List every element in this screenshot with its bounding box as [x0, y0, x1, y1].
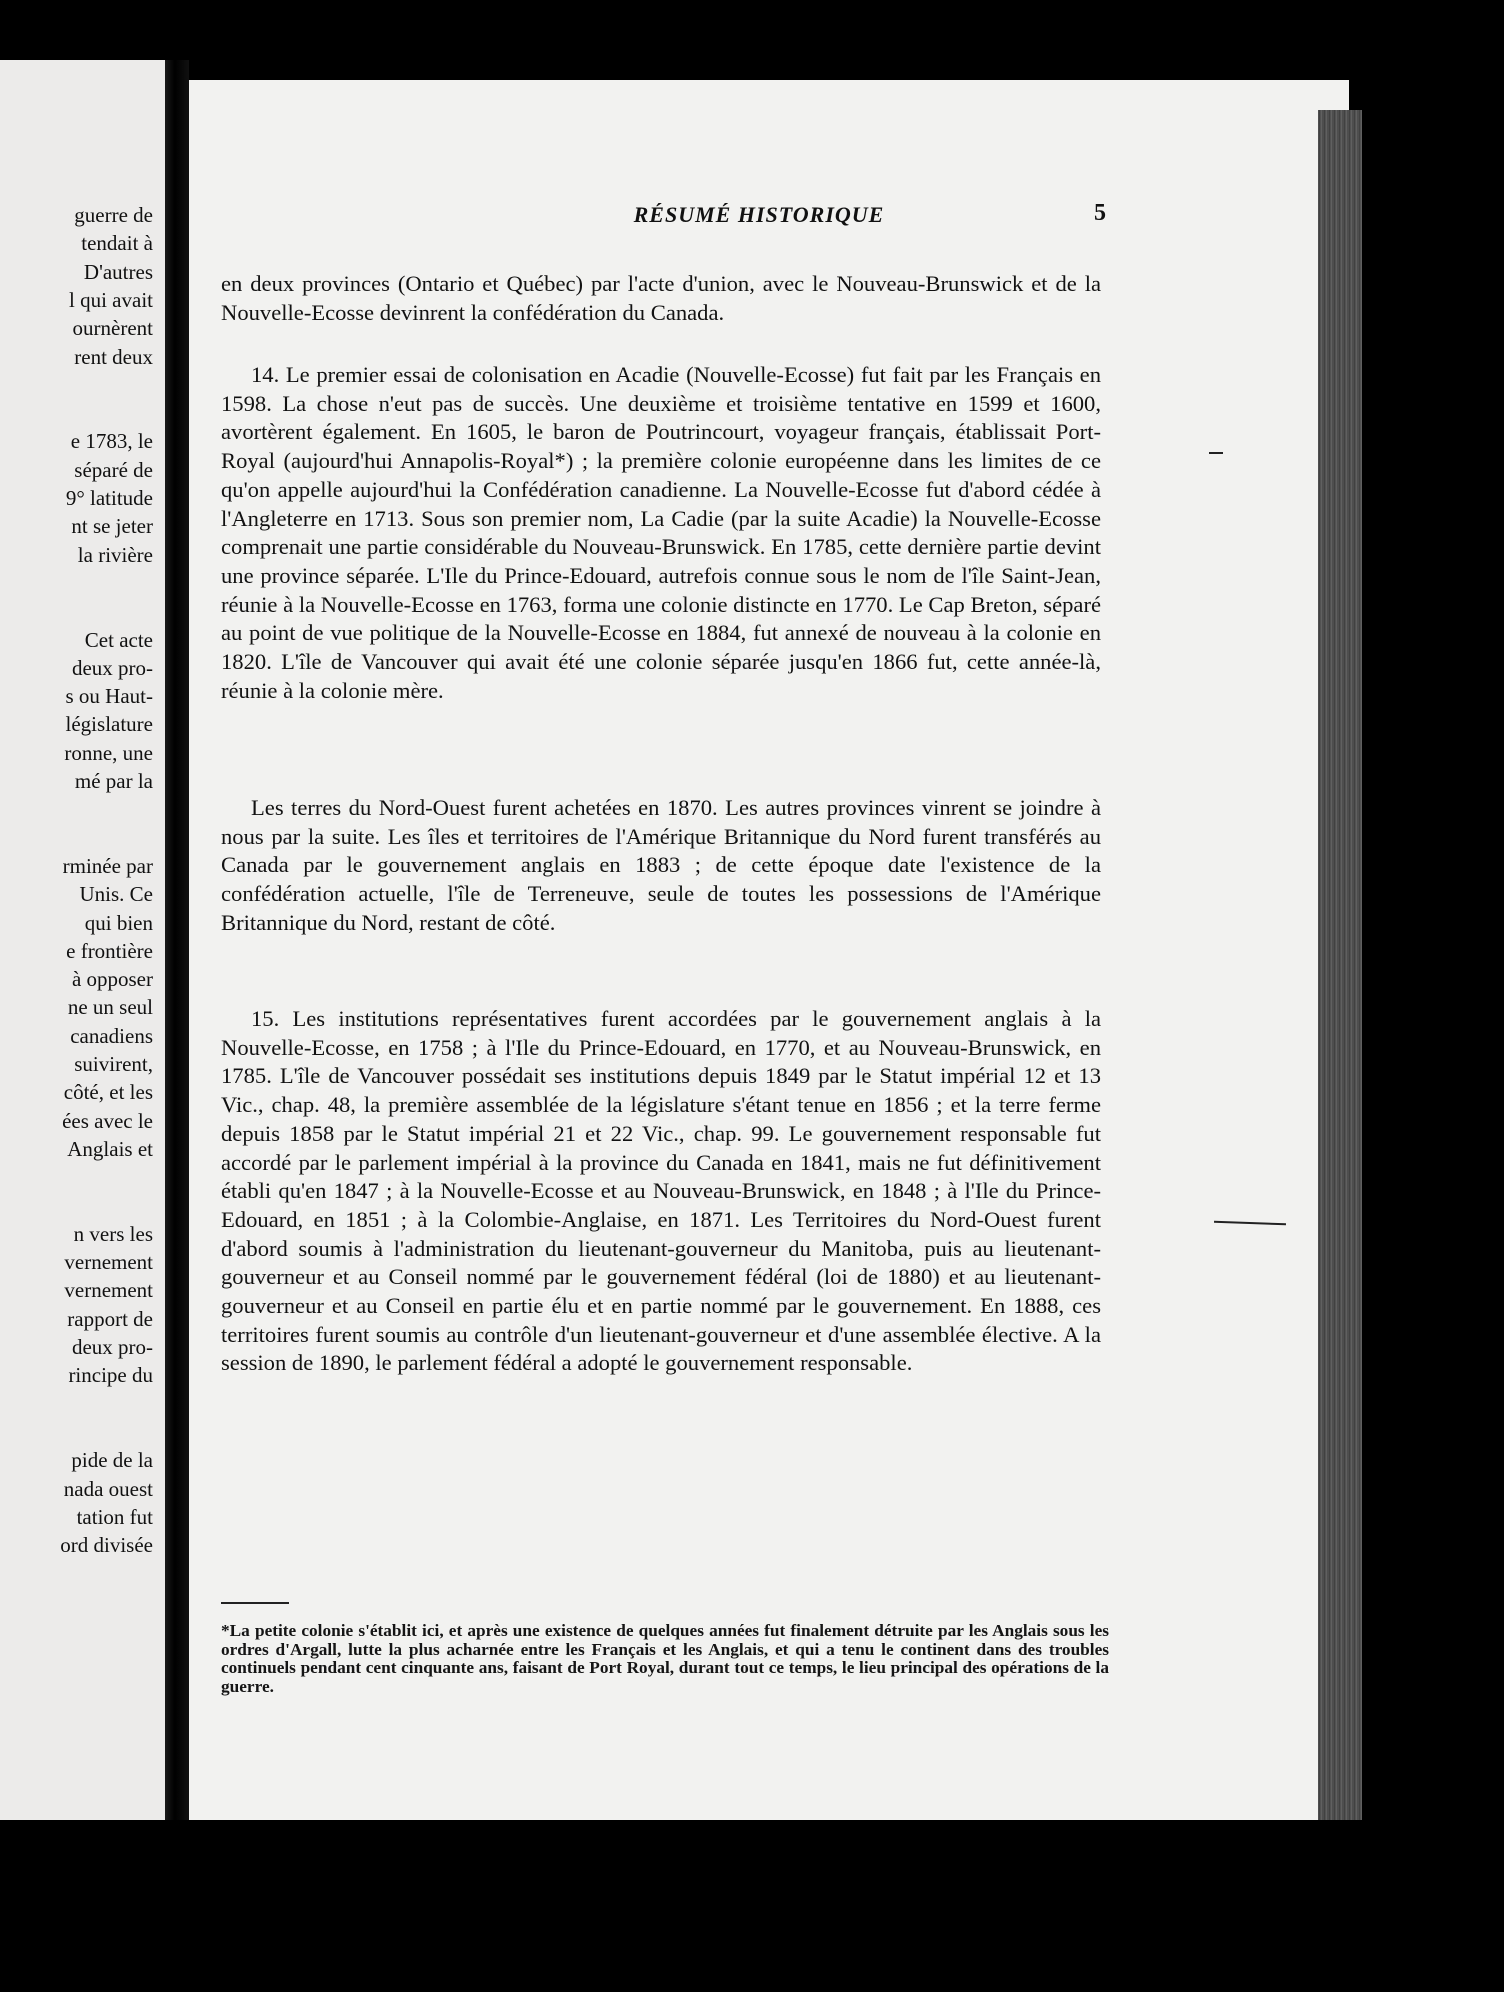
- left-page-line: rent deux: [74, 344, 153, 369]
- left-page-line: séparé de: [74, 457, 153, 482]
- left-page-line: vernement: [64, 1278, 153, 1303]
- left-page-fragment: [0, 60, 165, 1820]
- paragraph-15: 15. Les institutions représentatives furent accordées par le gouvernement anglais à la Nouvelle-Ecosse, en 1758 ; à l'Ile du Prince-Edouard, en 1770, et au Nouveau-Brunswick, en 1785. L'île de Vancouver possédait ses institutions depuis 1849 par le Statut impérial 12 et 13 Vic., chap. 48, la première assemblée de la législature s'étant tenue en 1856 ; et la terre ferme depuis 1858 par le Statut impérial 21 et 22 Vic., chap. 99. Le gouvernement responsable fut accordé par le parlement impérial à la province du Canada en 1841, mais ne fut définitivement établi qu'en 1847 ; à la Nouvelle-Ecosse et au Nouveau-Brunswick, en 1848 ; à l'Ile du Prince-Edouard, en 1851 ; à la Colombie-Anglaise, en 1871. Les Territoires du Nord-Ouest furent d'abord soumis à l'administration du lieutenant-gouverneur du Manitoba, puis au lieutenant-gouverneur et au Conseil nommé par le gouvernement fédéral (loi de 1880) et au lieutenant-gouverneur et au Conseil en partie élu et en partie nommé par le gouvernement. En 1888, ces territoires furent soumis au contrôle d'un lieutenant-gouverneur et d'une assemblée élective. A la session de 1890, le parlement fédéral a adopté le gouvernement responsable.: [221, 1006, 1101, 1376]
- paragraph-14: 14. Le premier essai de colonisation en Acadie (Nouvelle-Ecosse) fut fait par les Français en 1598. La chose n'eut pas de succès. Une deuxième et troisième tentative en 1599 et 1600, avortèrent également. En 1605, le baron de Poutrincourt, voyageur français, établissait Port-Royal (aujourd'hui Annapolis-Royal*) ; la première colonie européenne dans les limites de ce qu'on appelle aujourd'hui la Confédération canadienne. La Nouvelle-Ecosse fut d'abord cédée à l'Angleterre en 1713. Sous son premier nom, La Cadie (par la suite Acadie) la Nouvelle-Ecosse comprenait une partie considérable du Nouveau-Brunswick. En 1785, cette dernière partie devint une province séparée. L'Ile du Prince-Edouard, autrefois connue sous le nom de l'île Saint-Jean, réunie à la Nouvelle-Ecosse en 1763, forma une colonie distincte en 1770. Le Cap Breton, séparé au point de vue politique de la Nouvelle-Ecosse en 1884, fut annexé de nouveau à la colonie en 1820. L'île de Vancouver qui avait été une colonie séparée jusqu'en 1866 fut, cette année-là, réunie à la colonie mère.: [221, 362, 1101, 703]
- left-page-line: ées avec le: [62, 1108, 153, 1133]
- left-page-line: mé par la: [74, 769, 153, 793]
- book-gutter: [165, 60, 189, 1820]
- paragraph-continuation: en deux provinces (Ontario et Québec) par l'acte d'union, avec le Nouveau-Brunswick et de la Nouvelle-Ecosse devinrent la confédération du Canada.: [221, 271, 1101, 325]
- left-page-line: e frontière: [66, 938, 153, 963]
- left-page-line: nada ouest: [63, 1476, 153, 1501]
- left-page-line: canadiens: [70, 1023, 153, 1048]
- left-page-line: nt se jeter: [71, 514, 153, 539]
- footnote: *La petite colonie s'établit ici, et après une existence de quelques années fut finalement détruite par les Anglais sous les ordres d'Argall, lutte la plus acharnée entre les Français et les Anglais, et qui a tenu le continent dans des troubles continuels pendant cent cinquante ans, faisant de Port Royal, durant tout ce temps, le lieu principal des opérations de la guerre.: [221, 1621, 1109, 1696]
- left-page-line: n vers les: [73, 1221, 153, 1246]
- left-page-line: Cet acte: [84, 627, 153, 652]
- left-page-line: vernement: [64, 1250, 153, 1275]
- left-page-line: e 1783, le: [70, 429, 153, 454]
- left-page-line: rincipe du: [68, 1363, 153, 1388]
- left-page-line: D'autres: [83, 259, 153, 284]
- left-page-line: ne un seul: [67, 995, 153, 1020]
- left-page-line: deux pro-: [71, 1335, 153, 1359]
- left-page-line: rapport de: [67, 1306, 153, 1331]
- scan-mark: [1209, 452, 1223, 454]
- left-page-line: suivirent,: [74, 1052, 153, 1076]
- left-page-line: législature: [65, 712, 153, 737]
- left-page-line: la rivière: [77, 542, 153, 567]
- left-page-line: Unis. Ce: [79, 882, 153, 907]
- left-page-line: pide de la: [71, 1448, 153, 1473]
- page-block-edge: [1318, 110, 1362, 1830]
- left-page-line: tation fut: [76, 1504, 153, 1529]
- footnote-rule: [221, 1602, 289, 1604]
- paragraph-14-continued: Les terres du Nord-Ouest furent achetées en 1870. Les autres provinces vinrent se joindre à nous par la suite. Les îles et territoires de l'Amérique Britannique du Nord furent transférés au Canada par le gouvernement anglais en 1883 ; de cette époque date l'existence de la confédération actuelle, l'île de Terreneuve, seule de toutes les possessions de l'Amérique Britannique du Nord, restant de côté.: [221, 795, 1101, 935]
- left-page-line: tendait à: [81, 231, 153, 256]
- left-page-line: deux pro-: [71, 655, 153, 680]
- left-page-line: à opposer: [71, 967, 153, 992]
- left-page-line: qui bien: [84, 910, 153, 935]
- left-page-line: ronne, une: [64, 740, 153, 765]
- page-number: 5: [1094, 200, 1106, 226]
- left-page-line: s ou Haut-: [65, 684, 153, 709]
- left-page-line: 9° latitude: [65, 486, 153, 510]
- right-page: [189, 80, 1349, 1820]
- scan-mark: [1214, 1221, 1286, 1226]
- left-page-line: l qui avait: [69, 287, 153, 312]
- scan-border-top: [0, 0, 1504, 60]
- left-page-line: ournèrent: [72, 316, 153, 341]
- scan-border-bottom: [0, 1820, 1504, 1992]
- left-page-line: côté, et les: [63, 1080, 153, 1105]
- left-page-line: ord divisée: [60, 1533, 153, 1558]
- left-page-line: guerre de: [74, 203, 153, 227]
- left-page-line: rminée par: [62, 853, 153, 878]
- running-header-title: RÉSUMÉ HISTORIQUE: [633, 202, 885, 227]
- left-page-line: Anglais et: [67, 1136, 153, 1161]
